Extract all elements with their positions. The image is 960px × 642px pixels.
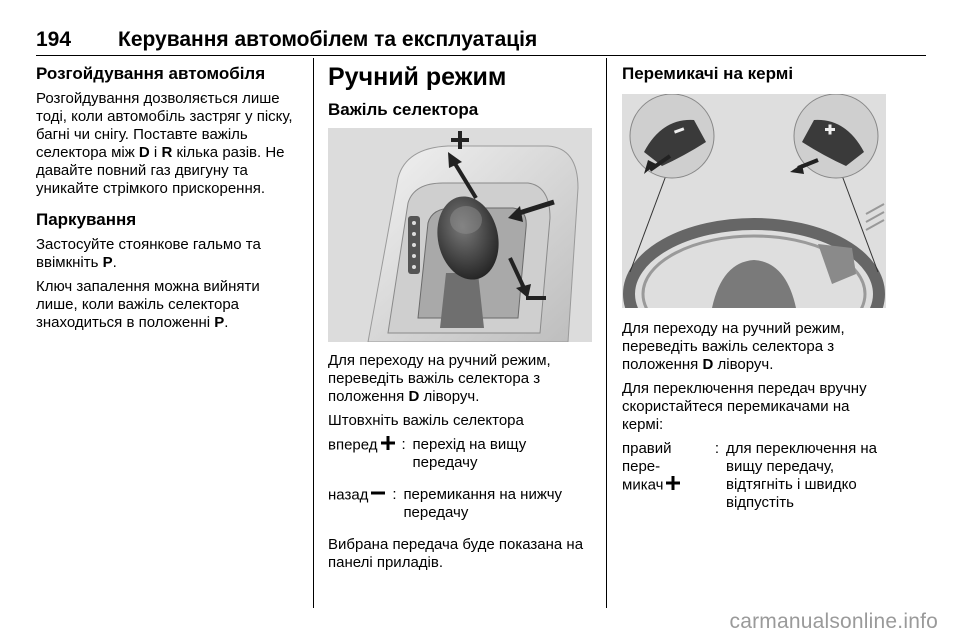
column-divider-1	[313, 58, 314, 608]
rocking-heading: Розгойдування автомобіля	[36, 64, 266, 83]
column-right	[622, 64, 888, 526]
manual-mode-heading: Ручний режим	[328, 63, 507, 91]
steering-paddles-illustration	[622, 94, 886, 308]
paddle-definition-list	[622, 440, 888, 512]
push-lever-paragraph: Штовхніть важіль селектора	[328, 412, 524, 429]
selector-intro-paragraph: Для переходу на ручний режим, переведіть важіль селектора з положення D ліворуч.	[328, 352, 551, 405]
column-left	[36, 64, 304, 338]
watermark: carmanualsonline.info	[729, 610, 938, 633]
paddles-intro-paragraph: Для переходу на ручний режим, переведіть важіль селектора з положення D ліворуч.	[622, 320, 845, 373]
plus-icon	[666, 476, 680, 495]
rocking-paragraph: Розгойдування дозволяється лише тоді, коли автомобіль застряг у піску, багні чи снігу. Поставте важіль селектора між D і R кілька разів. Не давайте повний газ двигуну та уникайте стрімкого прискорення.	[36, 90, 293, 197]
parking-heading: Паркування	[36, 210, 137, 229]
definition-right-paddle: правий пере- микач : для переключення на вищу передачу, відтягніть і швидко відпустіть	[622, 440, 877, 511]
page-number: 194	[36, 28, 72, 51]
selector-lever-illustration	[328, 128, 592, 342]
paddles-heading: Перемикачі на кермі	[622, 64, 794, 83]
header-divider	[36, 55, 926, 56]
definition-backward: назад : перемикання на нижчу передачу	[328, 486, 563, 521]
ignition-key-paragraph: Ключ запалення можна вийняти лише, коли важіль селектора знаходиться в положенні P.	[36, 278, 260, 331]
column-middle	[328, 64, 594, 578]
page-header	[36, 28, 926, 54]
selector-definition-list	[328, 436, 594, 522]
page-title: Керування автомобілем та експлуатація	[118, 28, 538, 51]
definition-forward: вперед : перехід на вищу передачу	[328, 436, 527, 471]
gear-display-paragraph: Вибрана передача буде показана на панелі приладів.	[328, 536, 584, 571]
selector-lever-heading: Важіль селектора	[328, 100, 479, 119]
column-divider-2	[606, 58, 607, 608]
parking-paragraph: Застосуйте стоянкове гальмо та ввімкніть P.	[36, 236, 261, 271]
manual-shift-paragraph: Для переключення передач вручну скористайтеся перемикачами на кермі:	[622, 380, 867, 433]
plus-icon	[381, 436, 395, 455]
minus-icon	[371, 486, 385, 505]
